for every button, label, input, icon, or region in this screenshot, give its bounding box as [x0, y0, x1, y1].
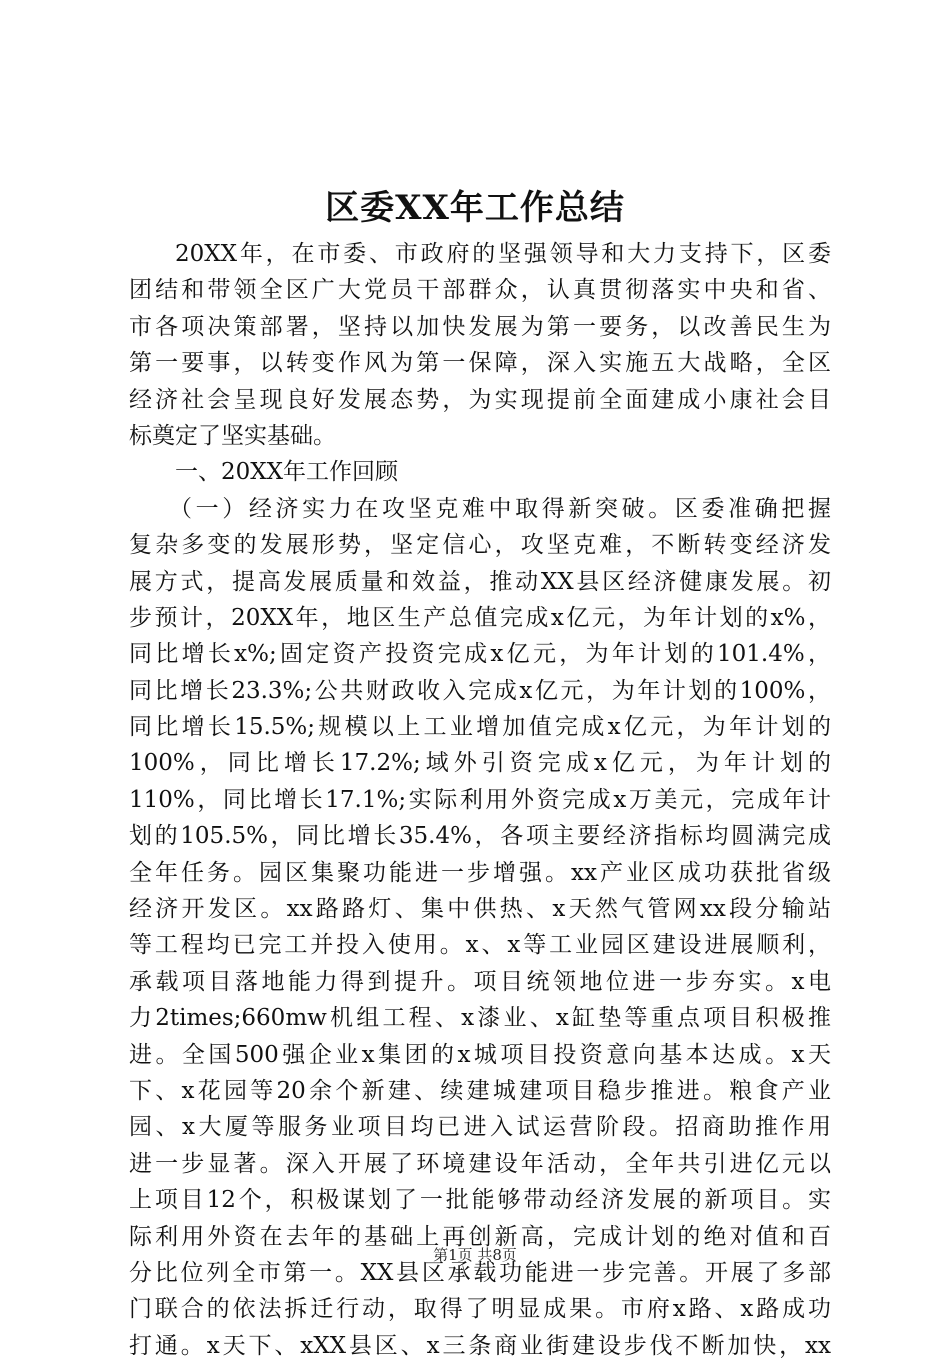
- text-line: 同比增长15.5%;规模以上工业增加值完成x亿元，为年计划的: [129, 714, 831, 741]
- text-line: 门联合的依法拆迁行动，取得了明显成果。市府x路、x路成功: [129, 1296, 831, 1323]
- text-line: 划的105.5%，同比增长35.4%，各项主要经济指标均圆满完成: [129, 823, 831, 850]
- text-line: 团结和带领全区广大党员干部群众，认真贯彻落实中央和省、: [129, 277, 831, 304]
- document-title: 区委XX年工作总结: [325, 188, 625, 228]
- document-body: [129, 236, 831, 1364]
- text-line: 进。全国500强企业x集团的x城项目投资意向基本达成。x天: [129, 1041, 831, 1068]
- text-line: 同比增长x%;固定资产投资完成x亿元，为年计划的101.4%，: [129, 641, 831, 668]
- text-line: 承载项目落地能力得到提升。项目统领地位进一步夯实。x电: [129, 968, 831, 995]
- text-line: 经济开发区。xx路路灯、集中供热、x天然气管网xx段分输站: [129, 896, 831, 923]
- text-line: 力2times;660mw机组工程、x漆业、x缸垫等重点项目积极推: [129, 1005, 831, 1032]
- text-line: 市各项决策部署，坚持以加快发展为第一要务，以改善民生为: [129, 313, 831, 340]
- text-line: 际利用外资在去年的基础上再创新高，完成计划的绝对值和百: [129, 1223, 831, 1250]
- text-line: 园、x大厦等服务业项目均已进入试运营阶段。招商助推作用: [129, 1114, 831, 1141]
- text-line: 分比位列全市第一。XX县区承载功能进一步完善。开展了多部: [129, 1259, 831, 1286]
- text-line: 复杂多变的发展形势，坚定信心，攻坚克难，不断转变经济发: [129, 532, 831, 559]
- section-heading: 一、20XX年工作回顾: [175, 459, 399, 486]
- text-line: 上项目12个，积极谋划了一批能够带动经济发展的新项目。实: [129, 1187, 831, 1214]
- text-line: 全年任务。园区集聚功能进一步增强。xx产业区成功获批省级: [129, 859, 831, 886]
- text-line: 标奠定了坚实基础。: [129, 422, 336, 449]
- text-line: 步预计，20XX年，地区生产总值完成x亿元，为年计划的x%，: [129, 604, 831, 631]
- text-line: 下、x花园等20余个新建、续建城建项目稳步推进。粮食产业: [129, 1077, 831, 1104]
- text-line: 110%，同比增长17.1%;实际利用外资完成x万美元，完成年计: [129, 786, 831, 813]
- text-line: （一）经济实力在攻坚克难中取得新突破。区委准确把握: [169, 495, 831, 522]
- text-line: 展方式，提高发展质量和效益，推动XX县区经济健康发展。初: [129, 568, 831, 595]
- text-line: 打通。x天下、xXX县区、x三条商业街建设步伐不断加快，xx: [129, 1332, 831, 1359]
- text-line: 100%，同比增长17.2%;域外引资完成x亿元，为年计划的: [129, 750, 831, 777]
- text-line: 进一步显著。深入开展了环境建设年活动，全年共引进亿元以: [129, 1150, 831, 1177]
- page-number-footer: 第1页 共8页: [433, 1246, 517, 1264]
- text-line: 经济社会呈现良好发展态势，为实现提前全面建成小康社会目: [129, 386, 831, 413]
- text-line: 等工程均已完工并投入使用。x、x等工业园区建设进展顺利，: [129, 932, 831, 959]
- text-line: 同比增长23.3%;公共财政收入完成x亿元，为年计划的100%，: [129, 677, 831, 704]
- text-line: 第一要事，以转变作风为第一保障，深入实施五大战略，全区: [129, 350, 831, 377]
- text-line: 20XX年，在市委、市政府的坚强领导和大力支持下，区委: [175, 241, 831, 267]
